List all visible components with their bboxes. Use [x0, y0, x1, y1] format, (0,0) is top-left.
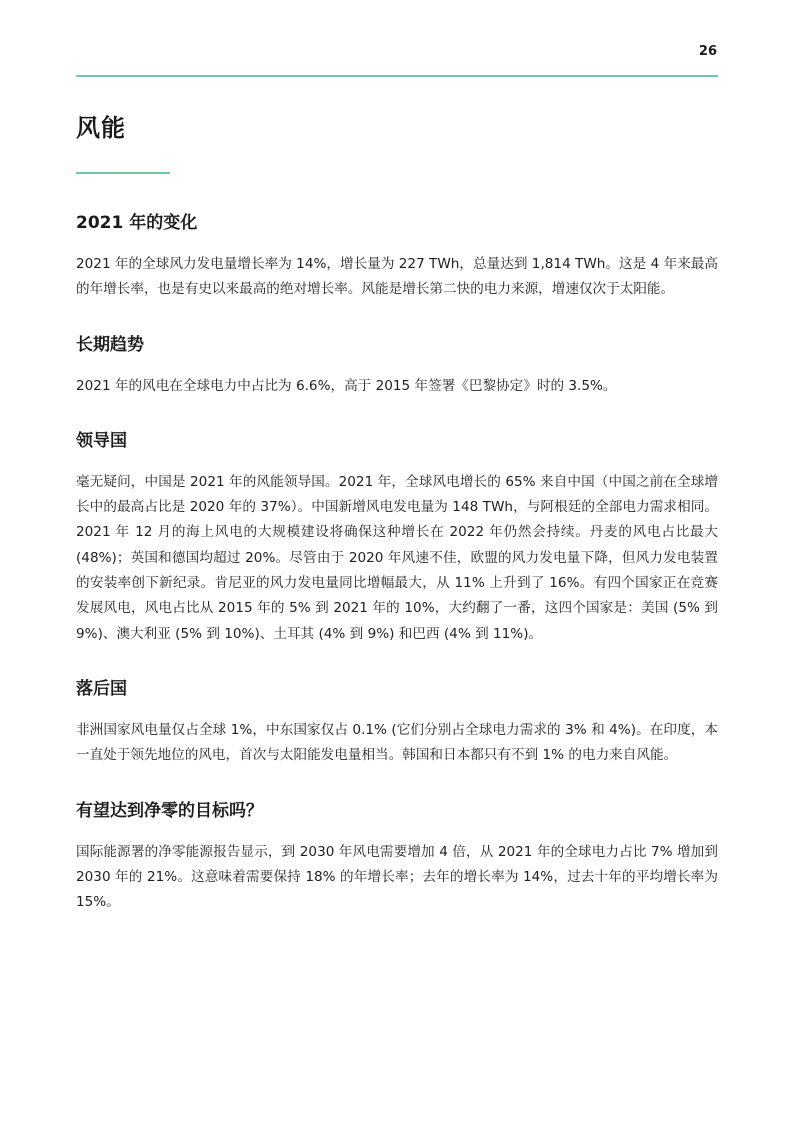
section-heading: 有望达到净零的目标吗？ [76, 800, 263, 821]
section-heading: 领导国 [76, 430, 127, 451]
section-paragraph: 2021 年的风电在全球电力中占比为 6.6%，高于 2015 年签署《巴黎协定》时的 3.5%。 [76, 377, 617, 394]
section-changes-2021 [76, 210, 718, 303]
section-paragraph: 非洲国家风电量仅占全球 1%，中东国家仅占 0.1% (它们分别占全球电力需求的 3% 和 4%)。在印度，本一直处于领先地位的风电，首次与太阳能发电量相当。韩国和日本都只有不到 1% 的电力来自风能。 [76, 721, 718, 764]
section-laggards [76, 676, 718, 769]
document-body [76, 210, 718, 944]
page-title: 风能 [76, 114, 126, 142]
page-number: 26 [698, 44, 717, 59]
section-heading: 长期趋势 [76, 334, 144, 355]
section-paragraph: 毫无疑问，中国是 2021 年的风能领导国。2021 年，全球风电增长的 65% 来自中国（中国之前在全球增长中的最高占比是 2020 年的 37%）。中国新增风电发电量为 148 TWh，与阿根廷的全部电力需求相同。2021 年 12 月的海上风电的大规模建设将确保这种增长在 2022 年仍然会持续。丹麦的风电占比最大 (48%)；英国和德国均超过 20%。尽管由于 2020 年风速不佳，欧盟的风力发电量下降，但风力发电装置的安装率创下新纪录。肯尼亚的风力发电量同比增幅最大，从 11% 上升到了 16%。有四个国家正在竞赛发展风电，风电占比从 2015 年的 5% 到 2021 年的 10%，大约翻了一番，这四个国家是：美国 (5% 到 9%)、澳大利亚 (5% 到 10%)、土耳其 (4% 到 9%) 和巴西 (4% 到 11%)。 [76, 473, 718, 642]
section-paragraph: 国际能源署的净零能源报告显示，到 2030 年风电需要增加 4 倍，从 2021 年的全球电力占比 7% 增加到 2030 年的 21%。这意味着需要保持 18% 的年增长率；去年的增长率为 14%，过去十年的平均增长率为 15%。 [76, 843, 718, 911]
section-heading: 2021 年的变化 [76, 213, 198, 233]
section-paragraph: 2021 年的全球风力发电量增长率为 14%，增长量为 227 TWh，总量达到 1,814 TWh。这是 4 年来最高的年增长率，也是有史以来最高的绝对增长率。风能是增长第二快的电力来源，增速仅次于太阳能。 [76, 256, 718, 298]
section-long-term-trend [76, 332, 718, 399]
header-divider [76, 75, 718, 77]
section-net-zero [76, 798, 718, 916]
section-leaders [76, 428, 718, 647]
title-accent-line [76, 172, 170, 174]
section-heading: 落后国 [76, 678, 127, 699]
